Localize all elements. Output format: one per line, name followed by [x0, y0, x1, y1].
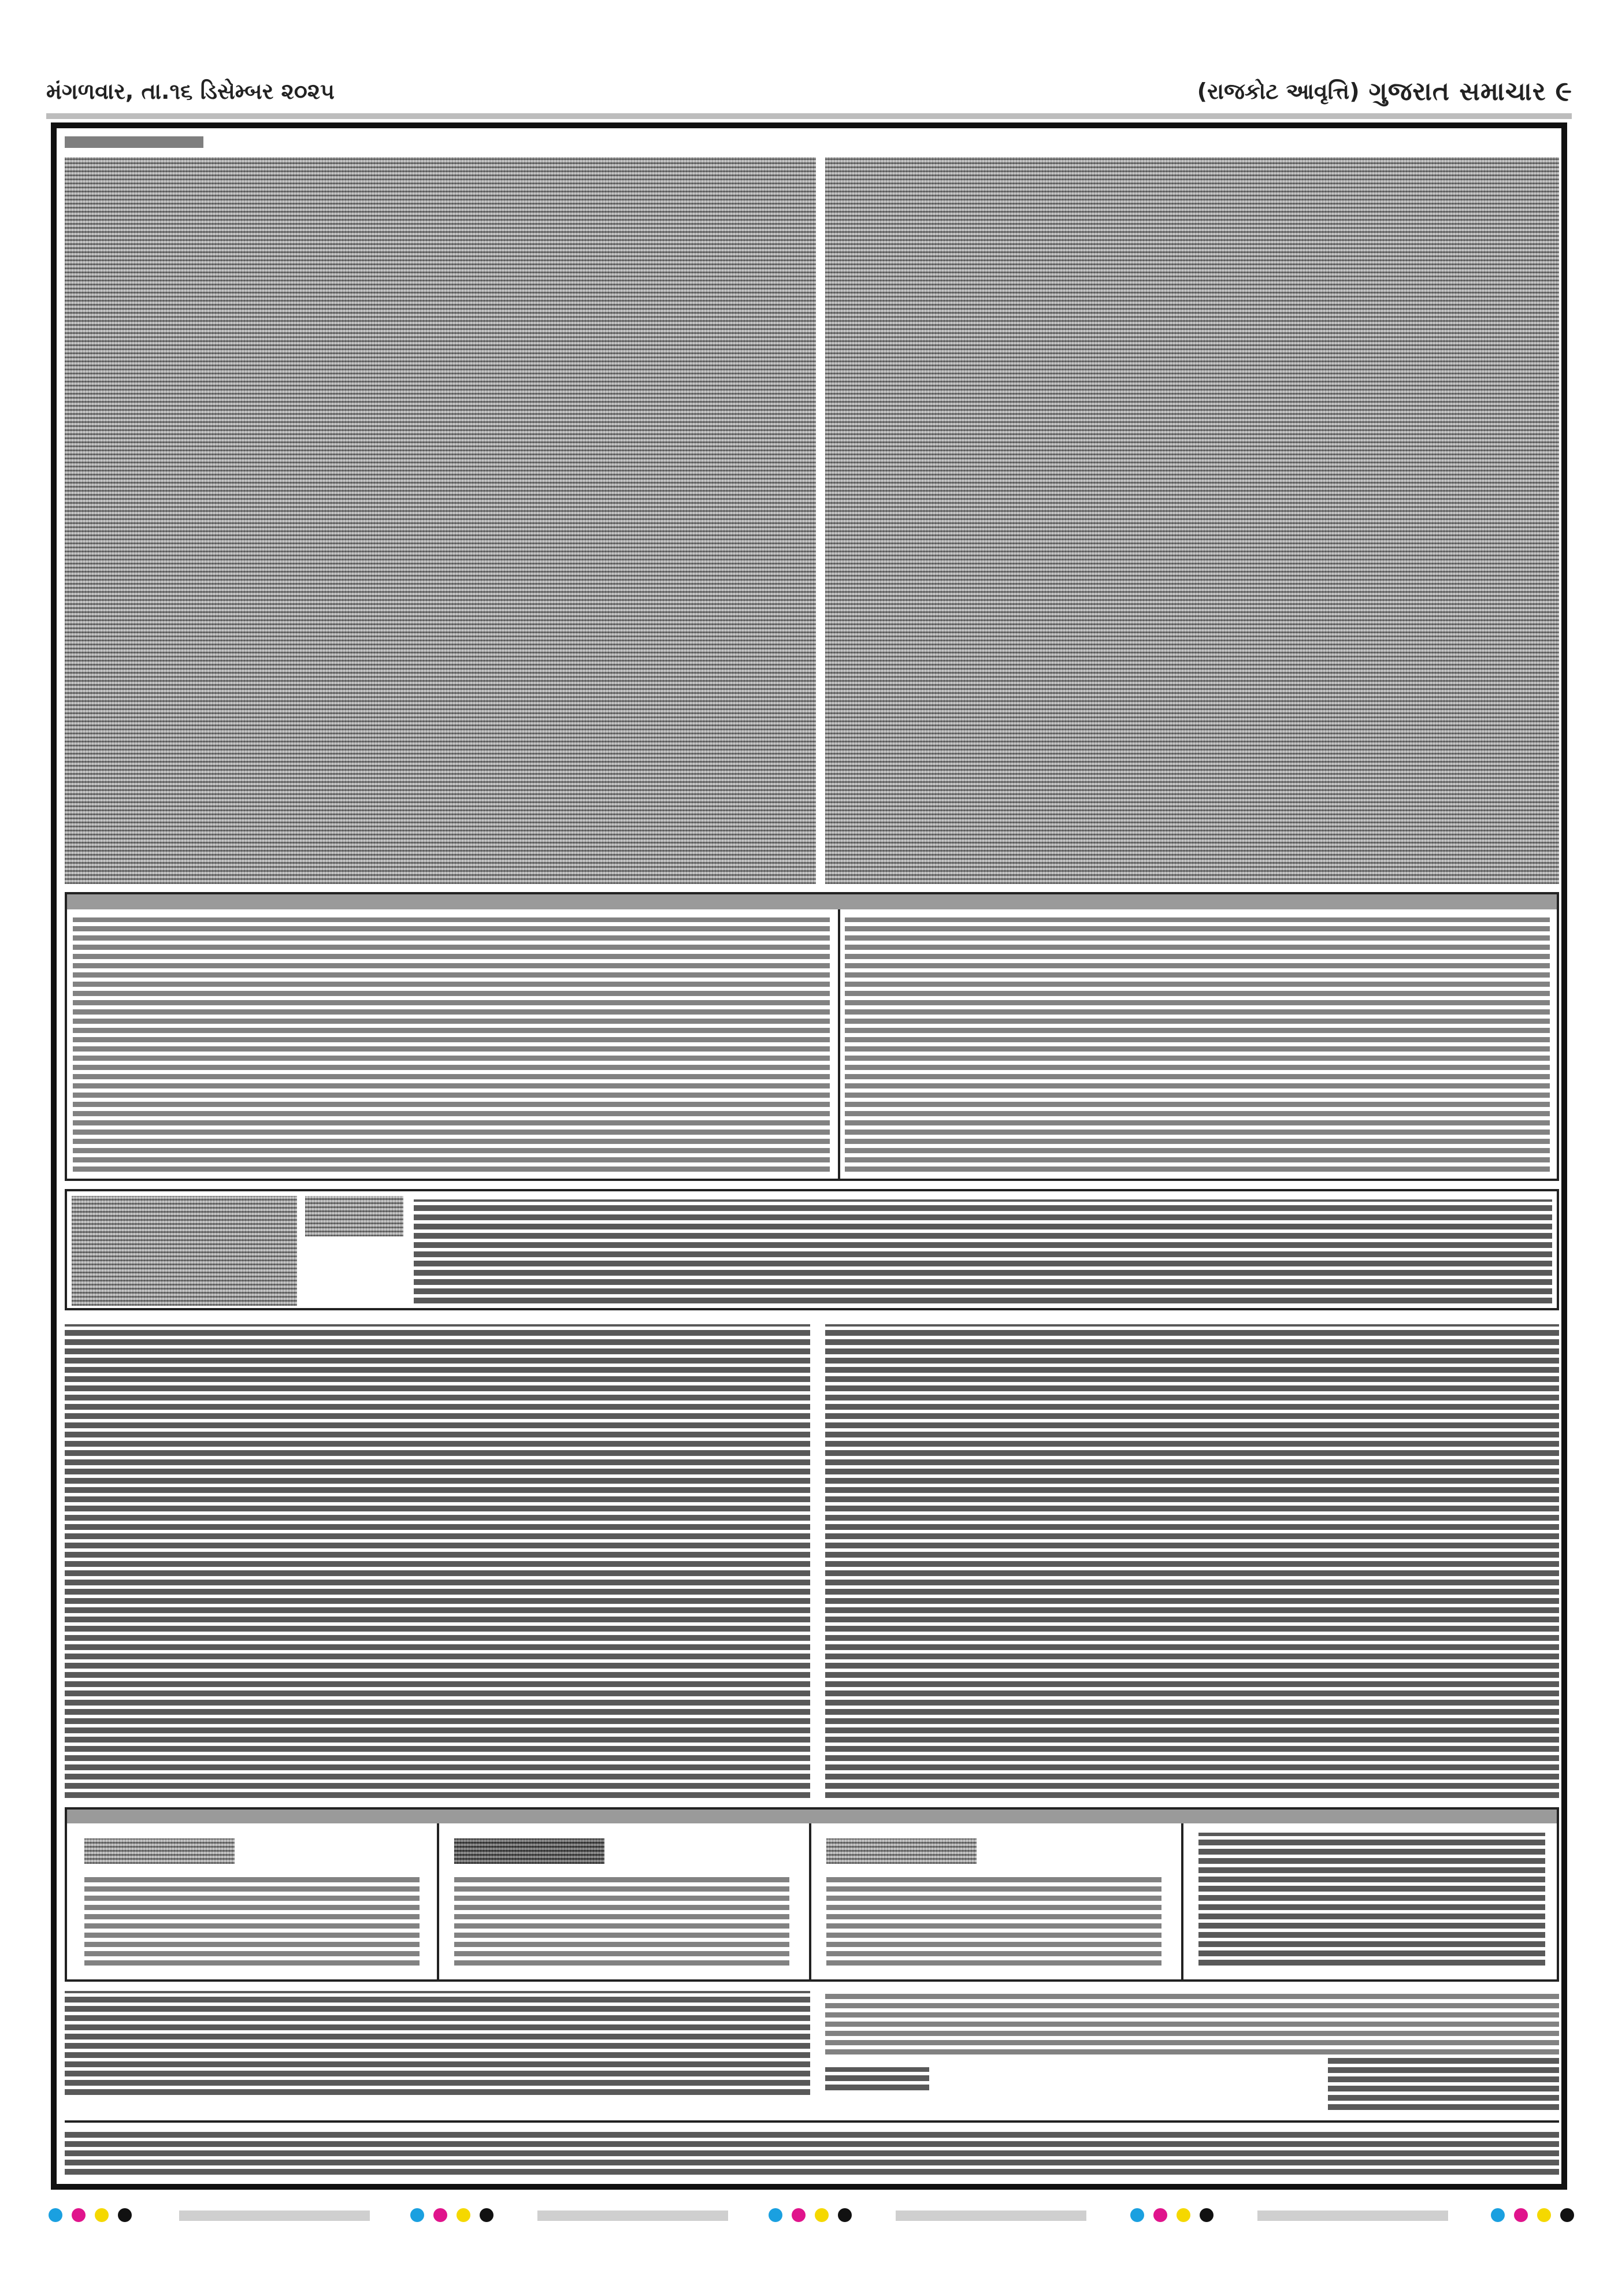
summary-table — [65, 892, 1559, 1181]
contact-details-4 — [1198, 1833, 1545, 1966]
black-mark — [1560, 2208, 1574, 2222]
signature-block — [1328, 2058, 1559, 2110]
masthead-rule — [46, 113, 1572, 119]
advertisement-strip — [65, 1189, 1559, 1310]
black-mark — [1200, 2208, 1214, 2222]
summary-table-header — [67, 894, 1557, 909]
yellow-mark — [1537, 2208, 1551, 2222]
color-slug-2 — [537, 2210, 728, 2221]
contact-details-1 — [84, 1873, 420, 1966]
article-right-column — [825, 1324, 1559, 1798]
cyan-mark — [1491, 2208, 1505, 2222]
notes-left-column — [65, 1991, 810, 2095]
magenta-mark — [1153, 2208, 1167, 2222]
article-left-column — [65, 1324, 810, 1798]
page-frame — [51, 122, 1567, 2190]
cyan-mark — [769, 2208, 782, 2222]
newspaper-brand: ગુજરાત સમાચાર — [1368, 76, 1546, 106]
magenta-mark — [433, 2208, 447, 2222]
contact-divider-1 — [437, 1823, 439, 1979]
summary-table-right — [845, 917, 1550, 1172]
cyan-mark — [49, 2208, 62, 2222]
contact-boxes-header — [67, 1810, 1557, 1823]
masthead — [46, 68, 1572, 114]
masthead-right — [1197, 75, 1572, 108]
black-mark — [118, 2208, 132, 2222]
black-mark — [480, 2208, 493, 2222]
place-date-line — [825, 2067, 929, 2090]
ad-logo-block — [72, 1196, 297, 1306]
cyan-mark — [410, 2208, 424, 2222]
contact-details-2 — [454, 1873, 789, 1966]
contact-logo-1 — [84, 1838, 235, 1864]
contact-divider-3 — [1181, 1823, 1183, 1979]
notice-left-column — [65, 157, 816, 884]
color-slug-4 — [1257, 2210, 1448, 2221]
notes-right-column — [825, 1991, 1559, 2054]
black-mark — [838, 2208, 852, 2222]
edition-label: (રાજકોટ આવૃત્તિ) — [1197, 78, 1360, 104]
contact-boxes — [65, 1807, 1559, 1982]
ad-body-text — [414, 1199, 1552, 1303]
yellow-mark — [815, 2208, 829, 2222]
contact-divider-2 — [809, 1823, 811, 1979]
color-slug-3 — [896, 2210, 1086, 2221]
magenta-mark — [1514, 2208, 1528, 2222]
summary-table-divider — [838, 909, 840, 1179]
issue-date: મંગળવાર, તા.૧૬ ડિસેમ્બર ૨૦૨૫ — [46, 78, 335, 104]
contact-logo-3 — [826, 1838, 977, 1864]
cyan-mark — [1130, 2208, 1144, 2222]
summary-table-left — [73, 917, 830, 1172]
page-number: ૯ — [1555, 75, 1572, 107]
yellow-mark — [95, 2208, 109, 2222]
footer-disclaimer — [65, 2128, 1559, 2175]
contact-logo-2 — [454, 1838, 604, 1864]
footer-rule — [65, 2120, 1559, 2123]
notice-right-column — [825, 157, 1559, 884]
ad-emblem — [305, 1196, 403, 1236]
contact-details-3 — [826, 1873, 1161, 1966]
magenta-mark — [72, 2208, 86, 2222]
magenta-mark — [792, 2208, 806, 2222]
yellow-mark — [457, 2208, 470, 2222]
notice-heading-strip — [65, 136, 203, 148]
color-slug-1 — [179, 2210, 370, 2221]
yellow-mark — [1177, 2208, 1190, 2222]
